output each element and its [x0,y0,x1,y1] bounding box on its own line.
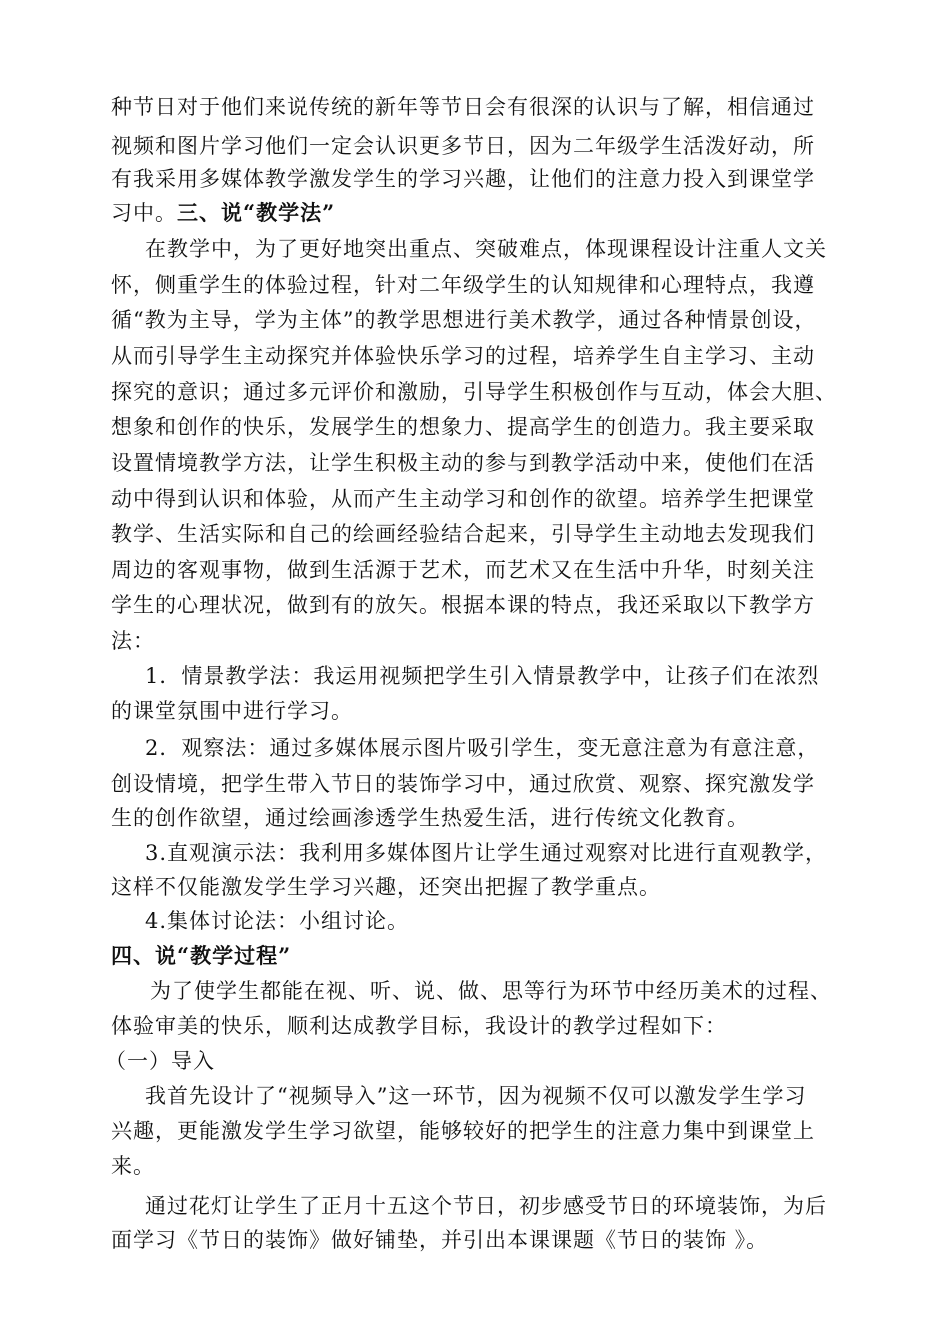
paragraph-line: 面学习《节日的装饰》做好铺垫，并引出本课课题《节日的装饰 》。 [111,1228,769,1252]
paragraph-line: 来。 [111,1154,155,1178]
paragraph-line: 在教学中，为了更好地突出重点、突破难点，体现课程设计注重人文关 [145,237,827,261]
paragraph-line: 体验审美的快乐，顺利达成教学目标，我设计的教学过程如下： [111,1014,727,1038]
paragraph-line: 这样不仅能激发学生学习兴趣，还突出把握了教学重点。 [111,875,661,899]
paragraph-line: 的课堂氛围中进行学习。 [111,699,353,723]
paragraph-line: 想象和创作的快乐，发展学生的想象力、提高学生的创造力。我主要采取 [111,415,815,439]
paragraph-line: 我首先设计了“视频导入”这一环节，因为视频不仅可以激发学生学习 [145,1084,807,1108]
paragraph-line: 种节日对于他们来说传统的新年等节日会有很深的认识与了解，相信通过 [111,95,815,119]
paragraph-text: 习中。 [111,201,177,225]
paragraph-line: 为了使学生都能在视、听、说、做、思等行为环节中经历美术的过程、 [150,979,832,1003]
list-item-line: 2．观察法：通过多媒体展示图片吸引学生，变无意注意为有意注意， [145,736,820,760]
paragraph-line: 学生的心理状况，做到有的放矢。根据本课的特点，我还采取以下教学方 [111,593,815,617]
section-heading-4: 四、说“教学过程” [111,943,292,968]
paragraph-line: 兴趣，更能激发学生学习欲望，能够较好的把学生的注意力集中到课堂上 [111,1119,815,1143]
paragraph-line: 通过花灯让学生了正月十五这个节日，初步感受节日的环境装饰，为后 [145,1194,827,1218]
paragraph-line: 视频和图片学习他们一定会认识更多节日，因为二年级学生活泼好动，所 [111,134,815,158]
paragraph-line [111,196,851,230]
paragraph-line: 循“教为主导，学为主体”的教学思想进行美术教学，通过各种情景创设， [111,308,817,332]
paragraph-line: 设置情境教学方法，让学生积极主动的参与到教学活动中来，使他们在活 [111,451,815,475]
paragraph-line: 探究的意识；通过多元评价和激励，引导学生积极创作与互动，体会大胆、 [111,380,837,404]
paragraph-line: 生的创作欲望，通过绘画渗透学生热爱生活，进行传统文化教育。 [111,806,749,830]
paragraph-line: 法： [111,629,155,653]
paragraph-line: 有我采用多媒体教学激发学生的学习兴趣，让他们的注意力投入到课堂学 [111,167,815,191]
paragraph-line: 创设情境，把学生带入节日的装饰学习中，通过欣赏、观察、探究激发学 [111,772,815,796]
subsection-heading: （一）导入 [105,1049,215,1073]
list-item-line: 4.集体讨论法：小组讨论。 [145,909,410,933]
paragraph-line: 教学、生活实际和自己的绘画经验结合起来，引导学生主动地去发现我们 [111,522,815,546]
paragraph-line: 周边的客观事物，做到生活源于艺术，而艺术又在生活中升华，时刻关注 [111,558,815,582]
paragraph-line: 动中得到认识和体验，从而产生主动学习和创作的欲望。培养学生把课堂 [111,487,815,511]
section-heading-3: 三、说“教学法” [177,200,336,225]
paragraph-line: 怀，侧重学生的体验过程，针对二年级学生的认知规律和心理特点，我遵 [111,273,815,297]
list-item-line: 1．情景教学法：我运用视频把学生引入情景教学中，让孩子们在浓烈 [145,664,820,688]
list-item-line: 3.直观演示法：我利用多媒体图片让学生通过观察对比进行直观教学， [145,841,828,865]
paragraph-line: 从而引导学生主动探究并体验快乐学习的过程，培养学生自主学习、主动 [111,344,815,368]
